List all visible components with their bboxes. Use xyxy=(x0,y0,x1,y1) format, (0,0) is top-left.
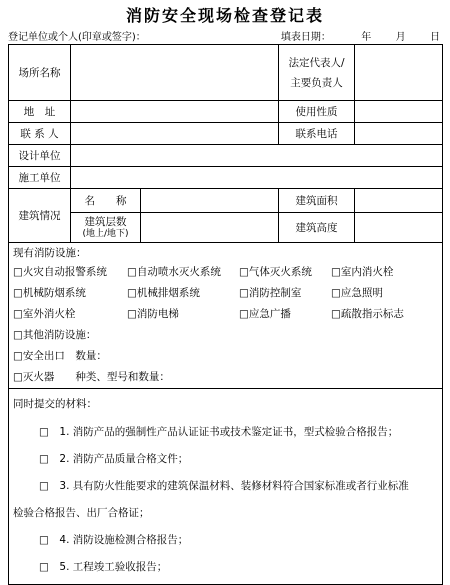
floors-label-line1: 建筑层数 xyxy=(84,215,127,228)
design-unit-label: 设计单位 xyxy=(9,145,71,167)
material-item-1[interactable]: □ 1. 消防产品的强制性产品认证证书或技术鉴定证书，型式检验合格报告； xyxy=(39,426,399,438)
building-area-label: 建筑面积 xyxy=(279,189,355,213)
facility-emergency-lighting-checkbox[interactable]: □应急照明 xyxy=(331,287,383,299)
facility-extinguisher-checkbox[interactable]: □灭火器 种类、型号和数量： xyxy=(13,371,170,383)
building-name-label: 名 称 xyxy=(71,189,141,213)
construction-unit-label: 施工单位 xyxy=(9,167,71,189)
facility-exit-checkbox[interactable]: □安全出口 数量： xyxy=(13,350,107,362)
facility-control-room-checkbox[interactable]: □消防控制室 xyxy=(239,287,302,299)
use-nature-field[interactable] xyxy=(355,101,443,123)
materials-title: 同时提交的材料： xyxy=(13,398,97,410)
form-title: 消防安全现场检查登记表 xyxy=(125,6,324,25)
facility-fire-elevator-checkbox[interactable]: □消防电梯 xyxy=(127,308,179,320)
legal-rep-label-line1: 法定代表人/ xyxy=(288,56,345,69)
material-item-4[interactable]: □ 4. 消防设施检测合格报告； xyxy=(39,534,189,546)
building-height-field[interactable] xyxy=(355,213,443,243)
facility-sprinkler-checkbox[interactable]: □自动喷水灭火系统 xyxy=(127,266,221,278)
facilities-row-2 xyxy=(13,283,438,304)
facilities-extinguisher-row xyxy=(13,367,438,388)
row-building-name xyxy=(9,189,443,213)
row-facilities xyxy=(9,243,443,389)
building-status-label: 建筑情况 xyxy=(9,189,71,243)
inspection-form-table xyxy=(8,44,443,585)
use-nature-label: 使用性质 xyxy=(279,101,355,123)
row-construction-unit xyxy=(9,167,443,189)
facility-evacuation-sign-checkbox[interactable]: □疏散指示标志 xyxy=(331,308,404,320)
material-item-2[interactable]: □ 2. 消防产品质量合格文件； xyxy=(39,453,189,465)
row-materials xyxy=(9,389,443,585)
building-height-label: 建筑高度 xyxy=(279,213,355,243)
address-field[interactable] xyxy=(71,101,279,123)
facilities-row-3 xyxy=(13,304,438,325)
building-name-field[interactable] xyxy=(141,189,279,213)
facility-smoke-prevention-checkbox[interactable]: □机械防烟系统 xyxy=(13,287,86,299)
contact-field[interactable] xyxy=(71,123,279,145)
facility-emergency-broadcast-checkbox[interactable]: □应急广播 xyxy=(239,308,291,320)
material-item-3[interactable]: □ 3. 具有防火性能要求的建筑保温材料、装修材料符合国家标准或者行业标准 xyxy=(39,480,409,492)
facility-other-checkbox[interactable]: □其他消防设施： xyxy=(13,329,97,341)
contact-phone-field[interactable] xyxy=(355,123,443,145)
fill-date xyxy=(281,28,440,43)
row-building-floors xyxy=(9,213,443,243)
building-floors-label xyxy=(71,213,141,243)
building-floors-field[interactable] xyxy=(141,213,279,243)
facilities-title: 现有消防设施： xyxy=(13,247,87,259)
legal-rep-field[interactable] xyxy=(355,45,443,101)
contact-phone-label: 联系电话 xyxy=(279,123,355,145)
row-design-unit xyxy=(9,145,443,167)
material-item-5[interactable]: □ 5. 工程竣工验收报告； xyxy=(39,561,168,573)
facilities-other-row xyxy=(13,325,438,346)
row-venue-name xyxy=(9,45,443,101)
venue-name-label: 场所名称 xyxy=(9,45,71,101)
facility-fire-alarm-checkbox[interactable]: □火灾自动报警系统 xyxy=(13,266,107,278)
materials-cell xyxy=(9,389,443,585)
floors-label-line2: (地上/地下) xyxy=(82,228,129,239)
day-label: 日 xyxy=(430,32,440,43)
row-address xyxy=(9,101,443,123)
facilities-exit-row xyxy=(13,346,438,367)
facility-gas-extinguishing-checkbox[interactable]: □气体灭火系统 xyxy=(239,266,312,278)
facilities-row-1 xyxy=(13,262,438,283)
address-label: 地 址 xyxy=(9,101,71,123)
row-contact xyxy=(9,123,443,145)
contact-label: 联 系 人 xyxy=(9,123,71,145)
legal-rep-label-line2: 主要负责人 xyxy=(290,76,343,89)
facility-indoor-hydrant-checkbox[interactable]: □室内消火栓 xyxy=(331,266,394,278)
material-item-3-continued: 检验合格报告、出厂合格证； xyxy=(13,507,150,519)
year-label: 年 xyxy=(361,32,372,43)
construction-unit-field[interactable] xyxy=(71,167,443,189)
facilities-cell xyxy=(9,243,443,389)
fill-date-label: 填表日期： xyxy=(280,32,331,43)
form-meta-line xyxy=(8,28,448,42)
facility-smoke-exhaust-checkbox[interactable]: □机械排烟系统 xyxy=(127,287,200,299)
design-unit-field[interactable] xyxy=(71,145,443,167)
month-label: 月 xyxy=(395,32,406,43)
facility-outdoor-hydrant-checkbox[interactable]: □室外消火栓 xyxy=(13,308,76,320)
legal-rep-label xyxy=(279,45,355,101)
registrant-label: 登记单位或个人(印章或签字)： xyxy=(8,32,146,43)
building-area-field[interactable] xyxy=(355,189,443,213)
venue-name-field[interactable] xyxy=(71,45,279,101)
